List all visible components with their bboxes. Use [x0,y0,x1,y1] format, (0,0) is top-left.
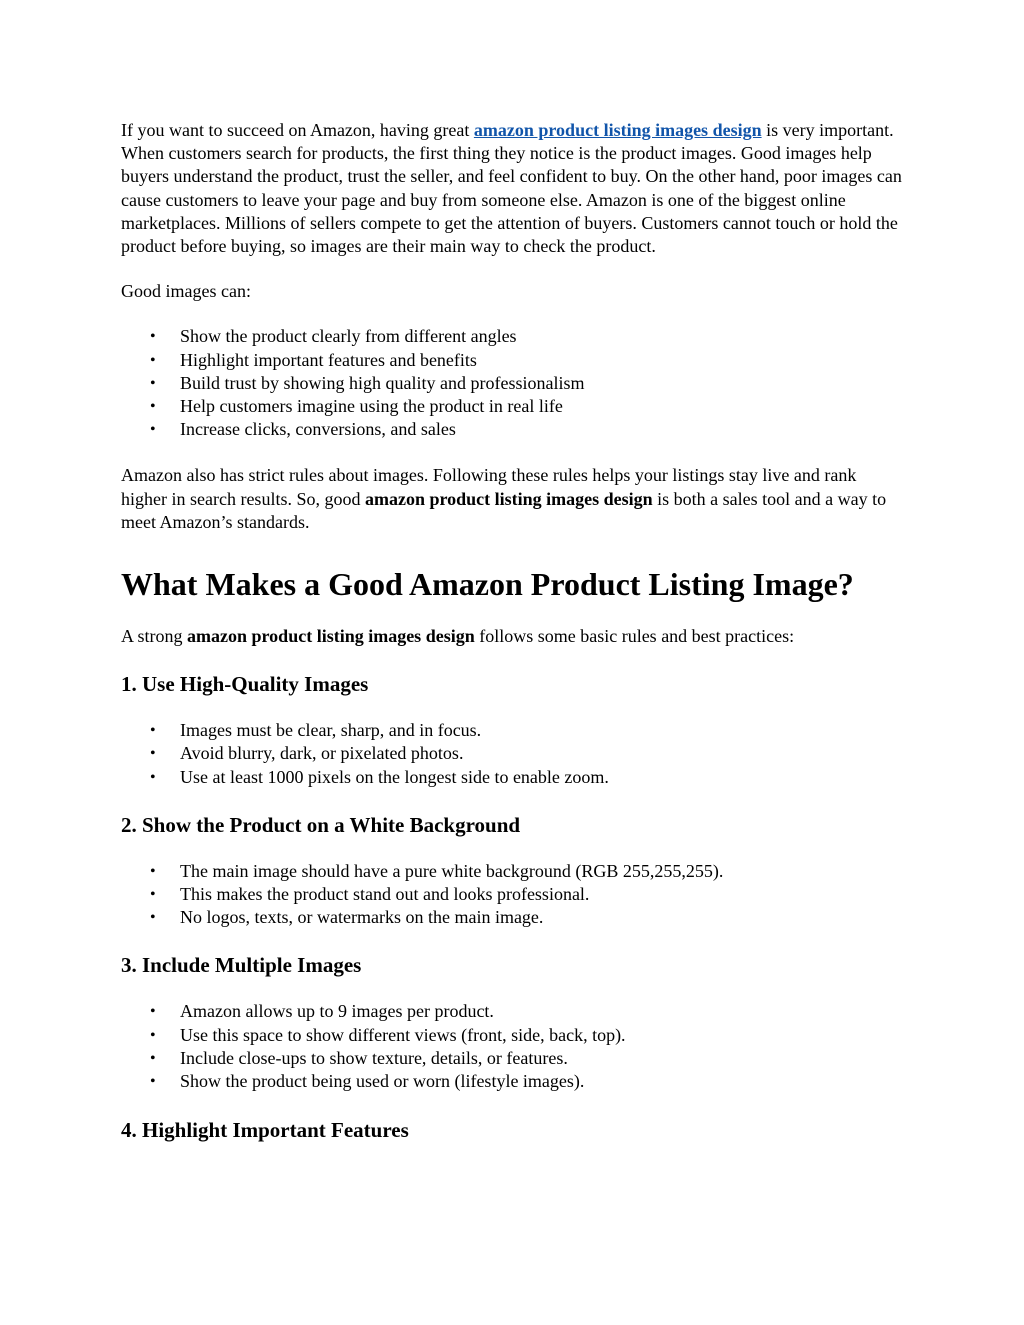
bullet-icon: • [150,909,156,927]
list-item: • Avoid blurry, dark, or pixelated photos. [121,742,911,765]
list-item: • Use this space to show different views (front, side, back, top). [121,1024,911,1047]
list-item: • Include close-ups to show texture, details, or features. [121,1047,911,1070]
bullet-icon: • [150,768,156,786]
intro-link[interactable]: amazon product listing images design [473,120,762,140]
list-item: • Show the product clearly from different angles [121,325,911,348]
section-heading-1: 1. Use High-Quality Images [121,672,369,697]
bullet-icon: • [150,374,156,392]
rules-paragraph: Amazon also has strict rules about images. Following these rules helps your listings stay live and rank higher in search results. So, good amazon product listing images design is both a sales tool and a way to meet Amazon’s standards. [121,465,887,532]
bullet-icon: • [150,328,156,346]
section-heading-3: 3. Include Multiple Images [121,953,362,978]
bullet-icon: • [150,1026,156,1044]
bullet-icon: • [150,745,156,763]
bullet-icon: • [150,1049,156,1067]
list-item: • Amazon allows up to 9 images per product. [121,1000,911,1023]
list-item: • This makes the product stand out and looks professional. [121,883,911,906]
list-item: • Increase clicks, conversions, and sales [121,418,911,441]
bullet-icon: • [150,398,156,416]
intro-text-end: is very important. When customers search for products, the first thing they notice is the product images. Good images help buyers understand the product, trust the seller, and feel confident to buy. On the other hand, poor images can cause customers to leave your page and buy from someone else. Amazon is one of the biggest online marketplaces. Millions of sellers compete to get the attention of buyers. Customers cannot touch or hold the product before buying, so images are their main way to check the product. [121,120,902,257]
bullet-icon: • [150,862,156,880]
section-2-list [121,860,911,930]
list-item: • Images must be clear, sharp, and in focus. [121,719,911,742]
list-item: • No logos, texts, or watermarks on the main image. [121,906,911,929]
section-1-list [121,719,911,789]
bullet-icon: • [150,1073,156,1091]
strong-bold-phrase: amazon product listing images design [187,626,475,647]
list-item: • Highlight important features and benefits [121,349,911,372]
list-item: • Use at least 1000 pixels on the longest side to enable zoom. [121,766,911,789]
list-item: • The main image should have a pure white background (RGB 255,255,255). [121,860,911,883]
bullet-icon: • [150,421,156,439]
section-heading-2: 2. Show the Product on a White Background [121,812,521,837]
bullet-icon: • [150,722,156,740]
bullet-icon: • [150,351,156,369]
intro-paragraph [121,119,906,258]
list-item: • Help customers imagine using the product in real life [121,395,911,418]
list-item: • Build trust by showing high quality and professionalism [121,372,911,395]
section-heading-4: 4. Highlight Important Features [121,1118,409,1143]
section-3-list [121,1000,911,1093]
intro-text-start: If you want to succeed on Amazon, having great [121,120,474,140]
bullet-icon: • [150,1003,156,1021]
document-page [121,119,911,1143]
rules-bold-phrase: amazon product listing images design [364,488,653,509]
bullet-icon: • [150,886,156,904]
good-images-list [121,325,911,441]
strong-paragraph: A strong amazon product listing images design follows some basic rules and best practices: [121,626,795,647]
list-item: • Show the product being used or worn (lifestyle images). [121,1070,911,1093]
main-heading: What Makes a Good Amazon Product Listing Image? [121,566,854,603]
good-images-lead: Good images can: [121,281,251,302]
